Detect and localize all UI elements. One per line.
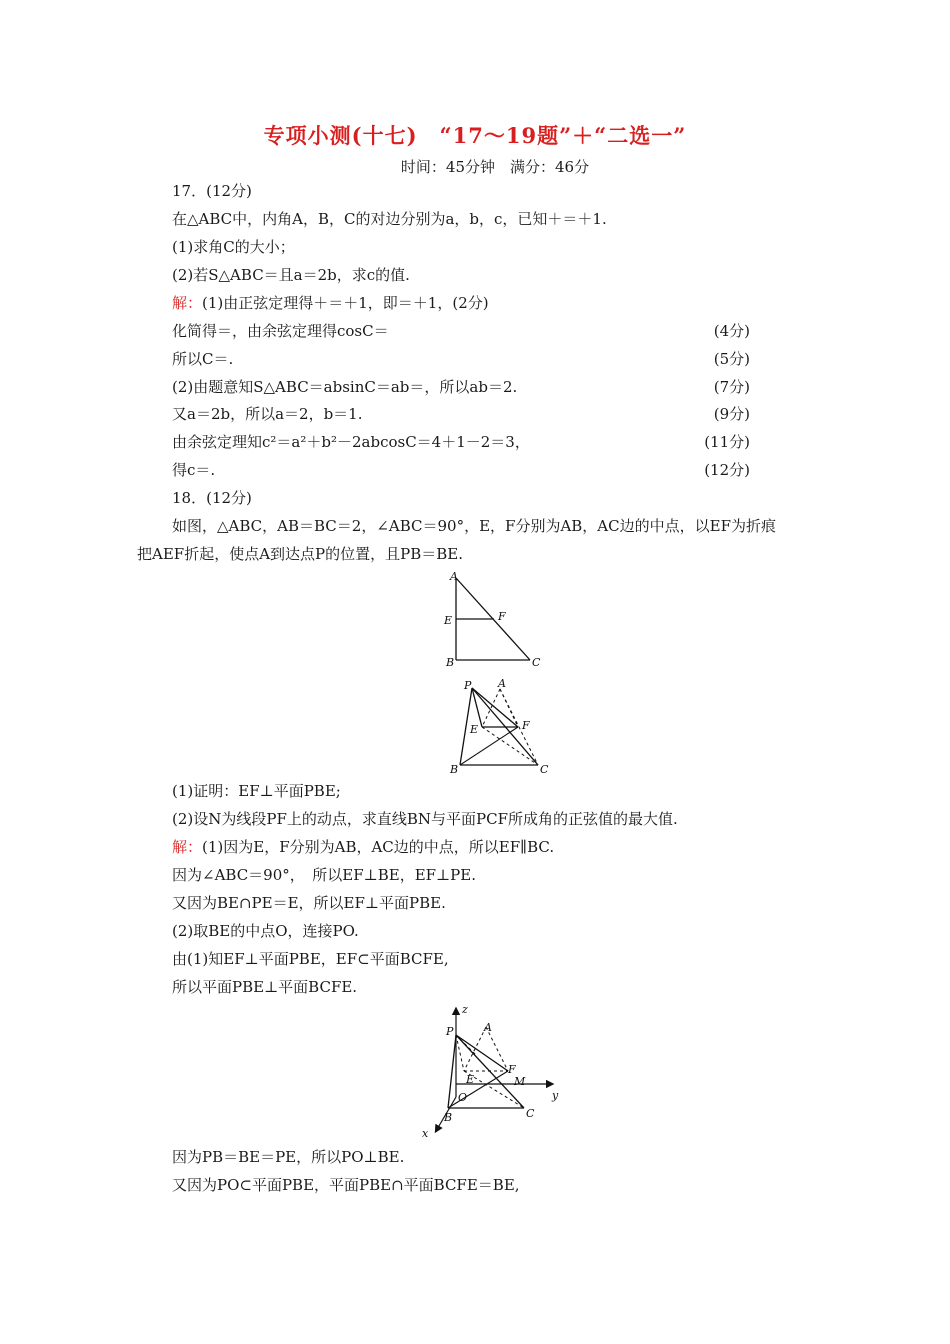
page-title: 专项小测(十七) “17～19题”＋“二选一” <box>263 123 687 148</box>
fig3-label-m: M <box>514 1075 526 1088</box>
fig1-label-f: F <box>498 610 506 623</box>
solution-text: (1)由正弦定理得＋＝＋1，即＝＋1，(2分) <box>202 294 489 312</box>
fig2-label-p: P <box>464 679 472 692</box>
solution-label: 解： <box>172 294 203 312</box>
q17-part2: (2)若S△ABC＝且a＝2b，求c的值. <box>172 266 410 284</box>
q17-part1: (1)求角C的大小； <box>172 238 295 256</box>
q17-step-score: (12分) <box>704 461 750 479</box>
q18-step: 又因为BE∩PE＝E，所以EF⊥平面PBE. <box>172 894 446 912</box>
q17-step: 又a＝2b，所以a＝2，b＝1. <box>172 405 363 423</box>
fig3-label-y: y <box>552 1089 559 1102</box>
figure-triangle <box>438 568 548 668</box>
q17-step: 所以C＝. <box>172 350 234 368</box>
q17-step: 由余弦定理知c²＝a²＋b²－2abcosC＝4＋1－2＝3， <box>172 433 530 451</box>
q17-step: (2)由题意知S△ABC＝absinC＝ab＝，所以ab＝2. <box>172 378 518 396</box>
q18-stem: 如图，△ABC，AB＝BC＝2，∠ABC＝90°，E，F分别为AB，AC边的中点，以EF为折痕 <box>172 517 776 535</box>
fig2-label-b: B <box>450 763 459 776</box>
exam-info: 时间：45分钟 满分：46分 <box>400 158 590 176</box>
fig3-label-f: F <box>508 1063 516 1076</box>
q18-step: (2)取BE的中点O，连接PO. <box>172 922 359 940</box>
q17-step: 得c＝. <box>172 461 216 479</box>
q18-part2: (2)设N为线段PF上的动点，求直线BN与平面PCF所成角的正弦值的最大值. <box>172 810 678 828</box>
fig3-label-p: P <box>446 1025 454 1038</box>
fig2-label-f: F <box>522 719 530 732</box>
fig1-label-e: E <box>444 614 453 627</box>
q17-step-score: (9分) <box>713 405 750 423</box>
q18-step: 所以平面PBE⊥平面BCFE. <box>172 978 358 996</box>
fig1-label-c: C <box>532 656 541 669</box>
q18-header: 18．(12分) <box>172 489 252 507</box>
q17-header: 17．(12分) <box>172 182 252 200</box>
q17-step: 化简得＝，由余弦定理得cosC＝ <box>172 322 389 340</box>
q18-solution-line <box>172 837 554 857</box>
fig3-label-o: O <box>458 1091 468 1104</box>
q18-step: 因为∠ABC＝90°， 所以EF⊥BE，EF⊥PE. <box>172 866 476 884</box>
q17-step-score: (7分) <box>713 378 750 396</box>
q18-part1: (1)证明：EF⊥平面PBE; <box>172 782 341 800</box>
fig2-label-a: A <box>498 677 506 690</box>
q17-step-score: (4分) <box>713 322 750 340</box>
q17-step-score: (5分) <box>713 350 750 368</box>
fig3-label-e: E <box>466 1073 475 1086</box>
fig3-label-x: x <box>422 1127 429 1140</box>
q17-solution-line <box>172 293 489 313</box>
solution-text: (1)因为E，F分别为AB，AC边的中点，所以EF∥BC. <box>202 838 555 856</box>
fig1-label-a: A <box>450 570 458 583</box>
q18-step: 由(1)知EF⊥平面PBE，EF⊂平面BCFE, <box>172 950 449 968</box>
q17-step-score: (11分) <box>704 433 750 451</box>
q17-stem: 在△ABC中，内角A，B，C的对边分别为a，b，c，已知＋＝＋1. <box>172 210 607 228</box>
solution-label: 解： <box>172 838 203 856</box>
q18-step: 又因为PO⊂平面PBE，平面PBE∩平面BCFE＝BE, <box>172 1176 520 1194</box>
fig2-label-c: C <box>540 763 549 776</box>
fig3-label-a: A <box>484 1021 492 1034</box>
fig3-label-b: B <box>444 1111 453 1124</box>
q18-step: 因为PB＝BE＝PE，所以PO⊥BE. <box>172 1148 405 1166</box>
figure-coordinates <box>418 1003 568 1141</box>
fig3-label-c: C <box>526 1107 535 1120</box>
figure-folded <box>438 675 558 783</box>
fig3-label-z: z <box>462 1003 468 1016</box>
fig2-label-e: E <box>470 723 479 736</box>
fig1-label-b: B <box>446 656 455 669</box>
q18-stem-cont: 把AEF折起，使点A到达点P的位置，且PB＝BE. <box>137 545 463 563</box>
